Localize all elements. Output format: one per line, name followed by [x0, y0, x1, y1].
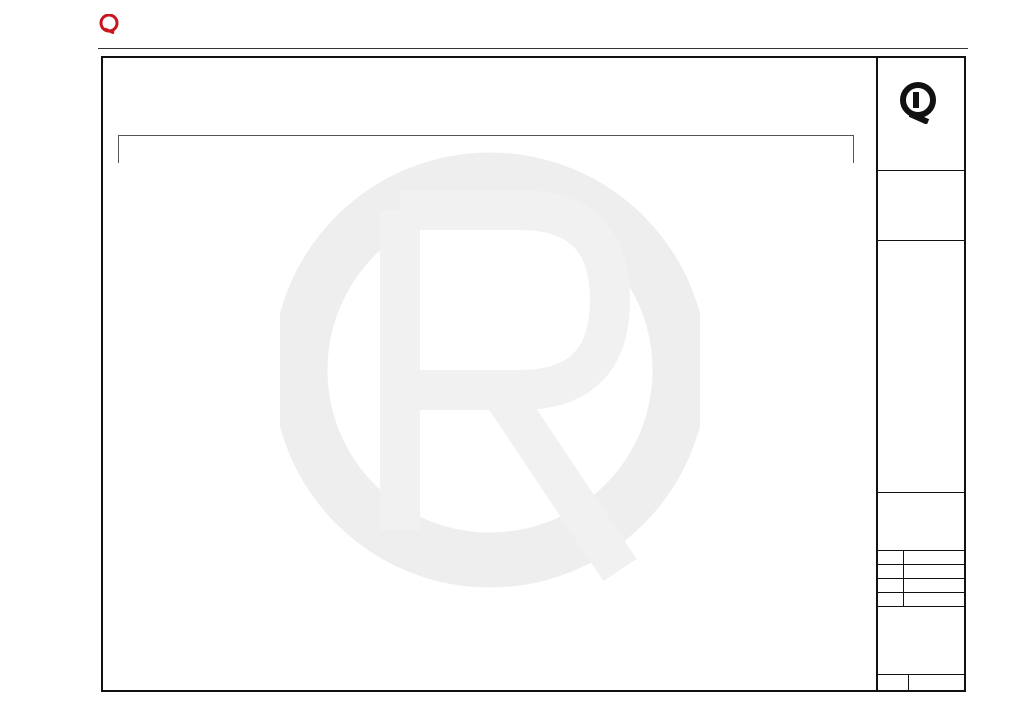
evergrande-logo-icon — [99, 14, 119, 34]
title-block — [878, 58, 964, 690]
company-logo — [99, 14, 219, 44]
project-section — [878, 492, 964, 550]
scale-row — [878, 564, 964, 578]
date-row — [878, 550, 964, 564]
header-divider — [98, 48, 968, 49]
drawing-name-section — [878, 606, 964, 674]
table-title — [118, 135, 854, 163]
drawing-number-row — [878, 674, 964, 690]
notes-section — [878, 170, 964, 240]
sheet-size-row — [878, 592, 964, 606]
stage-row — [878, 578, 964, 592]
client-section — [878, 240, 964, 285]
evergrande-garden-logo-icon — [896, 80, 940, 124]
